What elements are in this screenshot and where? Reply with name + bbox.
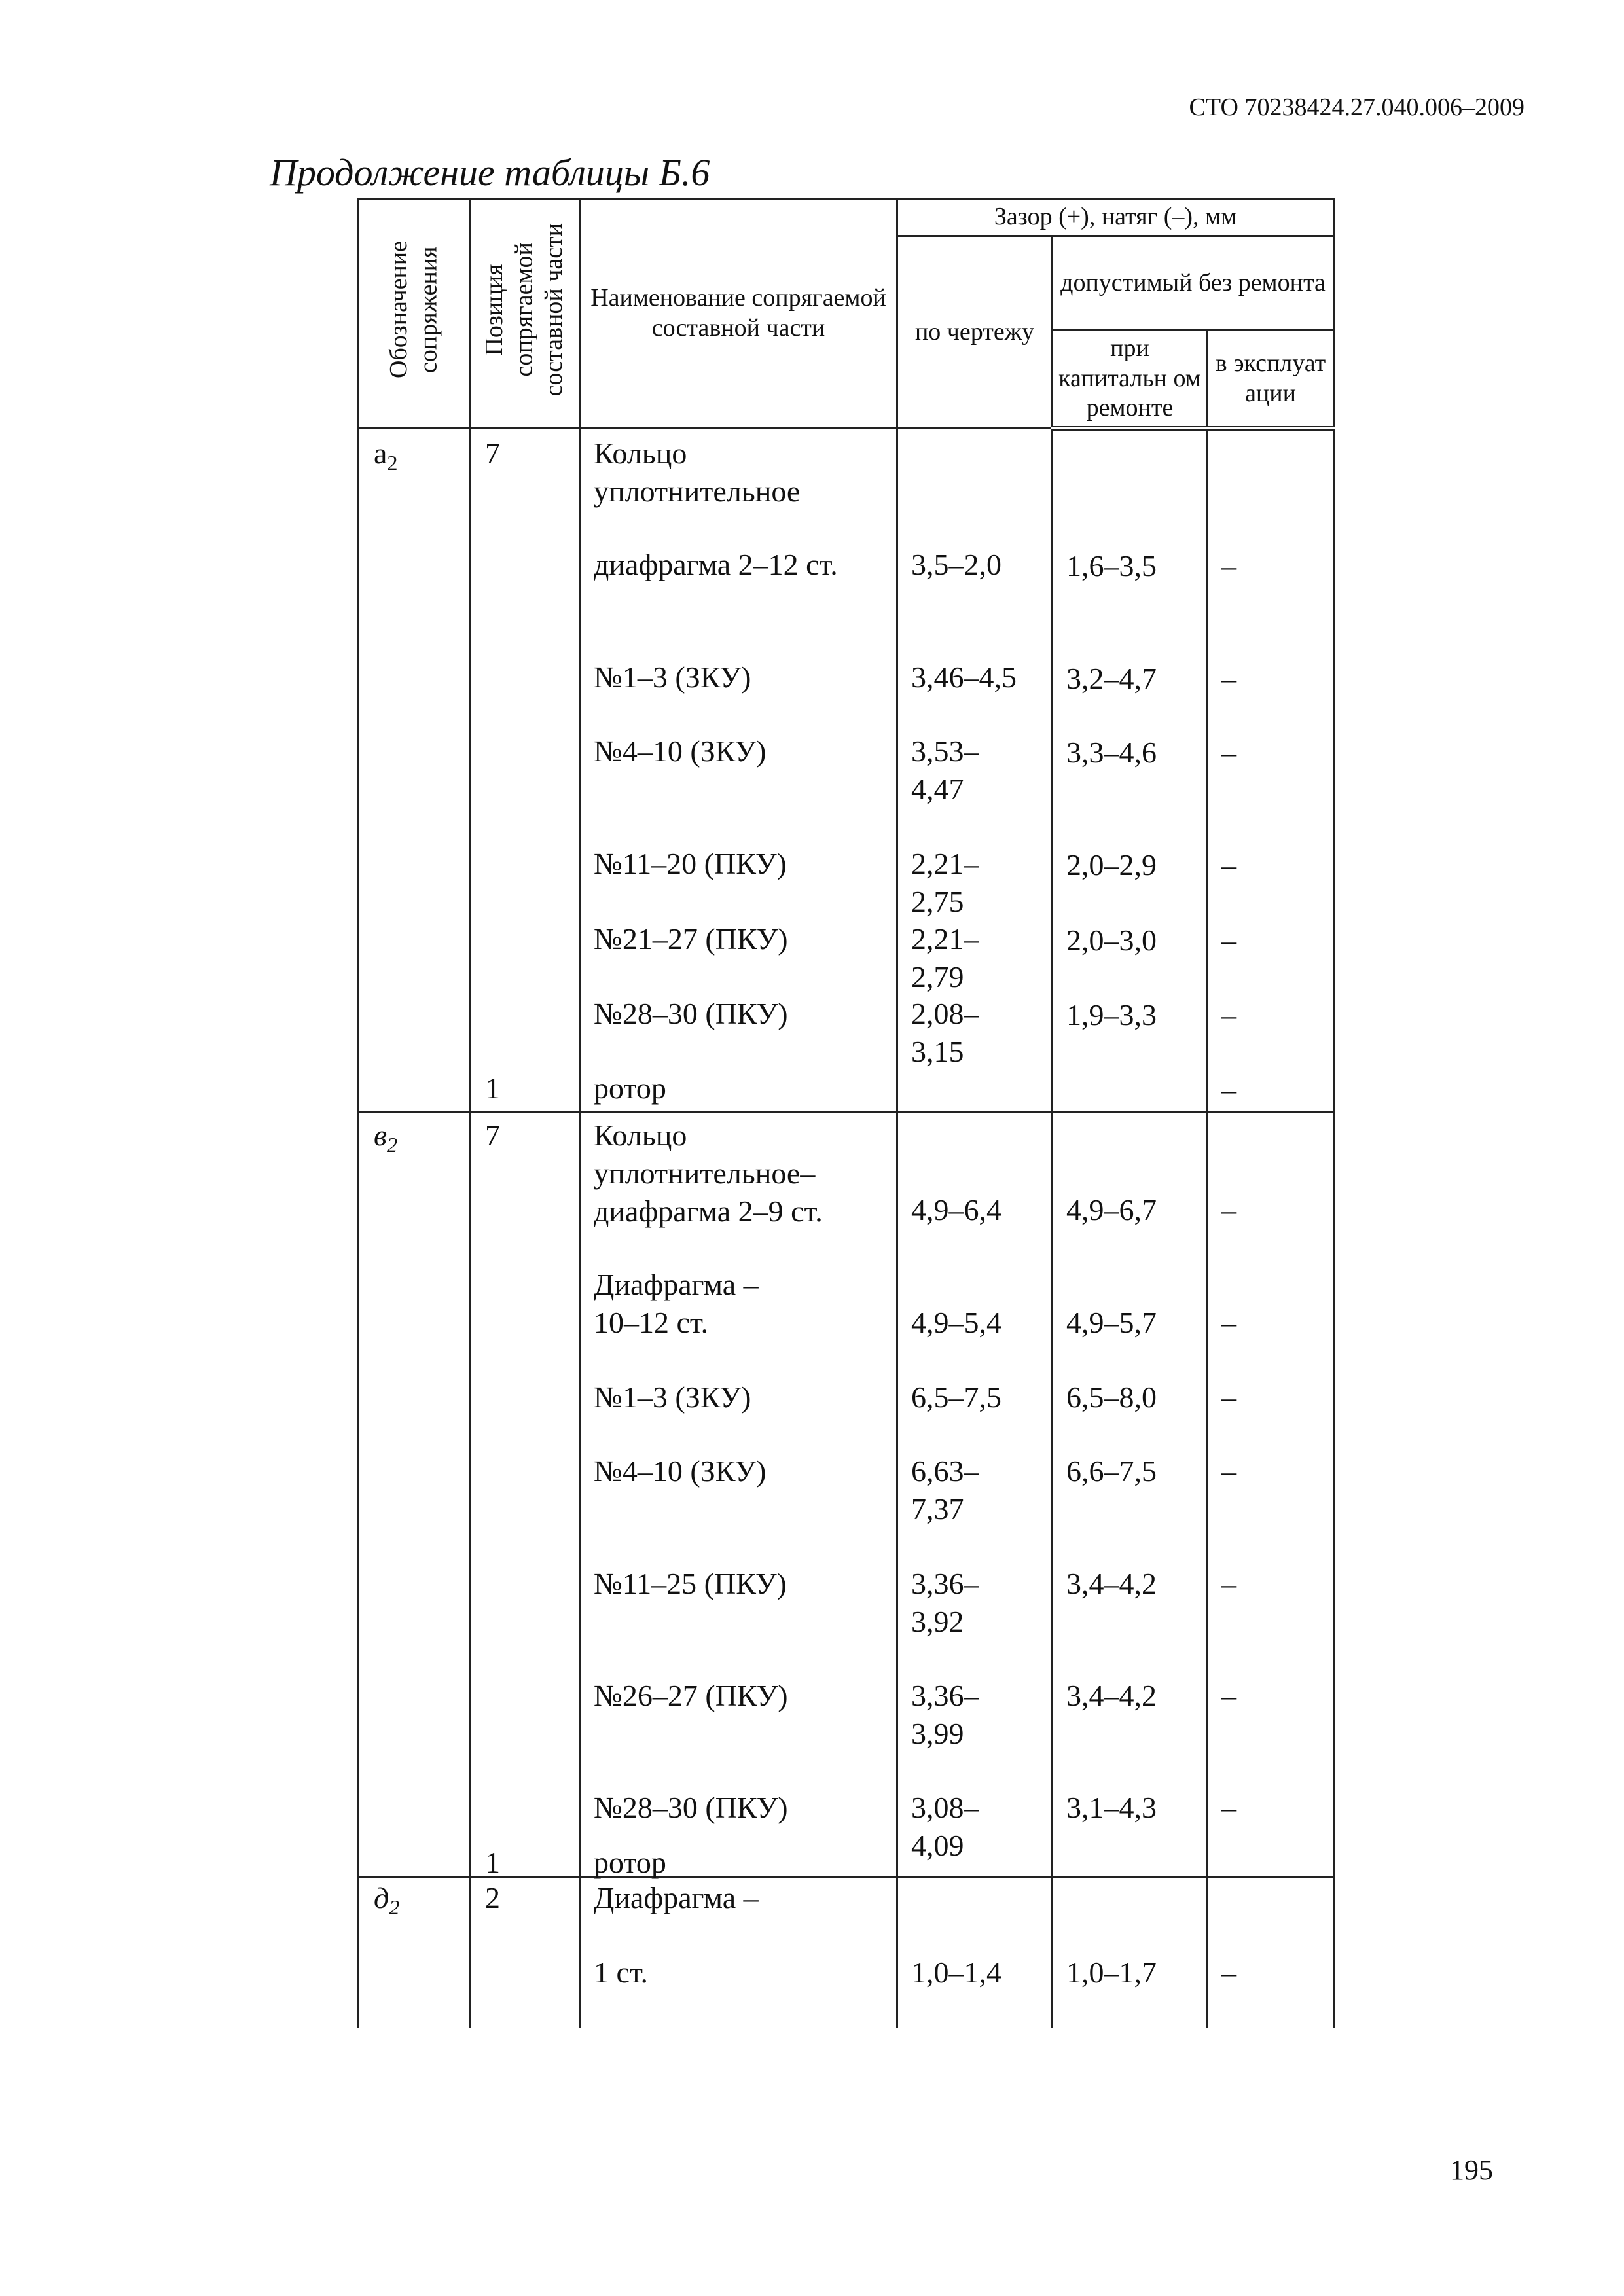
- drawing-value: 2,08– 3,15: [911, 997, 979, 1068]
- part-name: №1–3 (ЗКУ): [594, 660, 751, 694]
- position-cell: [470, 429, 580, 1113]
- capital-value: 2,0–3,0: [1066, 924, 1157, 957]
- capital-value: 6,5–8,0: [1066, 1380, 1157, 1414]
- operation-cell: [1208, 1113, 1334, 1877]
- header-capital-repair: при капитальн ом ремонте: [1053, 331, 1208, 429]
- table-group-d2: [359, 1877, 1334, 2029]
- drawing-value: 3,46–4,5: [911, 660, 1017, 694]
- drawing-value: 4,9–6,4: [911, 1193, 1001, 1227]
- header-operation: в эксплуат ации: [1208, 331, 1334, 429]
- capital-value: 3,2–4,7: [1066, 662, 1157, 695]
- part-name: ротор: [594, 1846, 666, 1879]
- designation-label: $в_2$: [374, 1119, 398, 1157]
- drawing-value: 1,0–1,4: [911, 1956, 1001, 1989]
- header-allowed-group: допустимый без ремонта: [1053, 236, 1334, 331]
- position-value: 1: [485, 1071, 500, 1105]
- operation-value: –: [1221, 998, 1236, 1031]
- drawing-value: 3,08– 4,09: [911, 1791, 979, 1862]
- position-cell: [470, 1877, 580, 2029]
- drawing-value: 2,21– 2,79: [911, 922, 979, 994]
- capital-repair-cell: [1053, 1113, 1208, 1877]
- operation-value: –: [1221, 1567, 1236, 1600]
- part-name: №28–30 (ПКУ): [594, 1791, 788, 1824]
- part-name: диафрагма 2–12 ст.: [594, 548, 838, 581]
- position-cell: [470, 1113, 580, 1877]
- capital-value: 4,9–6,7: [1066, 1193, 1157, 1227]
- capital-repair-cell: [1053, 1877, 1208, 2029]
- operation-value: –: [1221, 924, 1236, 957]
- name-cell: [580, 1113, 897, 1877]
- capital-value: 2,0–2,9: [1066, 848, 1157, 882]
- operation-cell: [1208, 1877, 1334, 2029]
- drawing-value: 3,36– 3,92: [911, 1567, 979, 1638]
- drawing-value: 3,53– 4,47: [911, 734, 979, 806]
- capital-value: 1,6–3,5: [1066, 549, 1157, 583]
- part-name: Кольцо уплотнительное– диафрагма 2–9 ст.: [594, 1119, 823, 1228]
- part-name: ротор: [594, 1071, 666, 1105]
- drawing-value: 4,9–5,4: [911, 1306, 1001, 1339]
- operation-value: –: [1221, 1956, 1236, 1989]
- operation-value: –: [1221, 1791, 1236, 1824]
- operation-value: –: [1221, 1306, 1236, 1339]
- drawing-value: 3,36– 3,99: [911, 1679, 979, 1750]
- header-gap-group: Зазор (+), натяг (–), мм: [897, 199, 1334, 236]
- operation-value: –: [1221, 1193, 1236, 1227]
- table-group-a2: [359, 429, 1334, 1113]
- operation-value: –: [1221, 1380, 1236, 1414]
- table-caption: Продолжение таблицы Б.6: [270, 151, 710, 194]
- part-name: №1–3 (ЗКУ): [594, 1380, 751, 1414]
- operation-value: –: [1221, 549, 1236, 583]
- operation-value: –: [1221, 1454, 1236, 1488]
- operation-value: –: [1221, 1073, 1236, 1106]
- designation-label: $д_2$: [374, 1881, 400, 1920]
- part-name: №11–20 (ПКУ): [594, 847, 787, 880]
- drawing-cell: [897, 1877, 1053, 2029]
- capital-value: 4,9–5,7: [1066, 1306, 1157, 1339]
- header-designation: Обозначение сопряжения: [359, 199, 470, 429]
- part-name: Диафрагма –: [594, 1881, 759, 1914]
- drawing-cell: [897, 1113, 1053, 1877]
- capital-value: 1,9–3,3: [1066, 998, 1157, 1031]
- page-number: 195: [1450, 2154, 1493, 2186]
- operation-value: –: [1221, 662, 1236, 695]
- header-position: Позиция сопрягаемой составной части: [470, 199, 580, 429]
- header-name: Наименование сопрягаемой составной части: [580, 199, 897, 429]
- capital-repair-cell: [1053, 429, 1208, 1113]
- part-name: №28–30 (ПКУ): [594, 997, 788, 1030]
- name-cell: [580, 429, 897, 1113]
- designation-cell: [359, 1877, 470, 2029]
- drawing-value: 2,21– 2,75: [911, 847, 979, 918]
- capital-value: 3,1–4,3: [1066, 1791, 1157, 1824]
- part-name: №4–10 (ЗКУ): [594, 1454, 767, 1488]
- part-name: №11–25 (ПКУ): [594, 1567, 787, 1600]
- operation-value: –: [1221, 1679, 1236, 1712]
- part-name: №4–10 (ЗКУ): [594, 734, 767, 768]
- part-name: 1 ст.: [594, 1956, 649, 1989]
- capital-value: 6,6–7,5: [1066, 1454, 1157, 1488]
- part-name: №21–27 (ПКУ): [594, 922, 788, 956]
- operation-value: –: [1221, 736, 1236, 769]
- designation-label: $а_2$: [374, 437, 398, 475]
- drawing-value: 3,5–2,0: [911, 548, 1001, 581]
- part-name: Диафрагма – 10–12 ст.: [594, 1268, 759, 1339]
- drawing-value: 6,63– 7,37: [911, 1454, 979, 1526]
- designation-cell: [359, 1113, 470, 1877]
- clearance-table: [357, 198, 1335, 2028]
- name-cell: [580, 1877, 897, 2029]
- document-code: СТО 70238424.27.040.006–2009: [1189, 94, 1525, 121]
- table-group-v2: [359, 1113, 1334, 1877]
- position-value: 7: [485, 1119, 500, 1152]
- designation-cell: [359, 429, 470, 1113]
- position-value: 2: [485, 1881, 500, 1914]
- capital-value: 1,0–1,7: [1066, 1956, 1157, 1989]
- header-by-drawing: по чертежу: [897, 236, 1053, 428]
- drawing-cell: [897, 429, 1053, 1113]
- capital-value: 3,4–4,2: [1066, 1567, 1157, 1600]
- position-value: 7: [485, 437, 500, 470]
- drawing-value: 6,5–7,5: [911, 1380, 1001, 1414]
- capital-value: 3,3–4,6: [1066, 736, 1157, 769]
- part-name: Кольцо уплотнительное: [594, 437, 801, 508]
- capital-value: 3,4–4,2: [1066, 1679, 1157, 1712]
- part-name: №26–27 (ПКУ): [594, 1679, 788, 1712]
- position-value: 1: [485, 1846, 500, 1879]
- operation-cell: [1208, 429, 1334, 1113]
- operation-value: –: [1221, 848, 1236, 882]
